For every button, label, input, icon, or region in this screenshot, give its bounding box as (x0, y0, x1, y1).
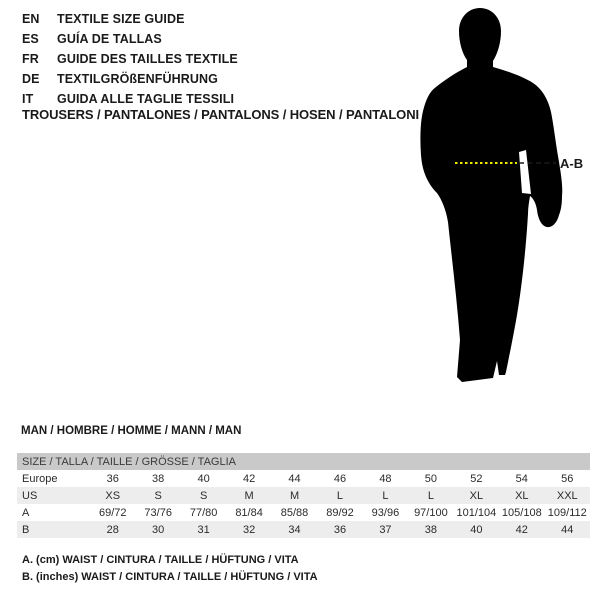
row-label: US (22, 489, 38, 502)
lang-label: GUIDE DES TAILLES TEXTILE (57, 52, 238, 66)
table-cell: 97/100 (414, 506, 448, 519)
table-cell: 40 (470, 523, 483, 536)
lang-code: ES (22, 32, 39, 46)
table-cell: XL (515, 489, 529, 502)
table-cell: L (382, 489, 389, 502)
table-cell: 56 (561, 472, 574, 485)
table-cell: 101/104 (456, 506, 497, 519)
row-label: B (22, 523, 30, 536)
note-b-inches: B. (inches) WAIST / CINTURA / TAILLE / HÜFTUNG / VITA (22, 570, 318, 583)
table-cell: 69/72 (98, 506, 127, 519)
category-title: TROUSERS / PANTALONES / PANTALONS / HOSEN / PANTALONI (22, 107, 419, 122)
table-cell: 34 (288, 523, 301, 536)
table-cell: 42 (242, 472, 256, 485)
table-cell: 44 (288, 472, 301, 485)
table-row-europe (17, 470, 590, 487)
lang-code: IT (22, 92, 34, 106)
table-cell: 32 (242, 523, 256, 536)
table-cell: 109/112 (547, 506, 587, 519)
table-cell: 81/84 (235, 506, 263, 519)
table-cell: S (154, 489, 162, 502)
lang-code: DE (22, 72, 40, 86)
table-cell: 36 (106, 472, 119, 485)
table-cell: 42 (515, 523, 528, 536)
lang-row-es (22, 29, 238, 49)
table-cell: 54 (515, 472, 528, 485)
table-cell: 89/92 (326, 506, 354, 519)
table-cell: XXL (556, 489, 578, 502)
size-table-header: SIZE / TALLA / TAILLE / GRÖSSE / TAGLIA (17, 453, 590, 470)
table-row-b-inches (17, 521, 590, 538)
table-cell: 38 (424, 523, 438, 536)
table-cell: M (244, 489, 254, 502)
table-cell: 31 (197, 523, 210, 536)
size-table (17, 453, 590, 538)
lang-label: GUIDA ALLE TAGLIE TESSILI (57, 92, 235, 106)
table-cell: M (289, 489, 300, 502)
table-cell: 38 (152, 472, 165, 485)
lang-row-it (22, 89, 238, 109)
lang-label: GUÍA DE TALLAS (57, 32, 162, 46)
table-cell: 30 (152, 523, 165, 536)
table-cell: 48 (379, 472, 392, 485)
table-cell: 50 (424, 472, 438, 485)
table-cell: 85/88 (280, 506, 309, 519)
note-a-cm: A. (cm) WAIST / CINTURA / TAILLE / HÜFTUNG / VITA (22, 554, 299, 566)
lang-row-en (22, 9, 238, 29)
table-cell: 36 (333, 523, 347, 536)
table-cell: L (427, 489, 434, 502)
table-cell: 28 (106, 523, 119, 536)
measurement-notes (22, 552, 318, 585)
row-label: Europe (22, 472, 58, 485)
lang-row-fr (22, 49, 238, 69)
table-cell: XS (105, 489, 121, 502)
table-cell: 37 (379, 523, 392, 536)
table-row-us (17, 487, 590, 504)
table-row-a-cm (17, 504, 590, 521)
lang-label: TEXTILGRÖßENFÜHRUNG (57, 72, 218, 86)
gender-line: MAN / HOMBRE / HOMME / MANN / MAN (21, 425, 242, 437)
table-cell: 52 (470, 472, 483, 485)
table-cell: S (199, 489, 208, 502)
lang-code: FR (22, 52, 39, 66)
language-list (22, 9, 238, 109)
table-cell: 46 (333, 472, 347, 485)
table-cell: 44 (561, 523, 574, 536)
table-cell: L (336, 489, 344, 502)
table-cell: 93/96 (371, 506, 400, 519)
lang-label: TEXTILE SIZE GUIDE (57, 12, 185, 26)
table-cell: 73/76 (144, 506, 172, 519)
table-cell: 40 (197, 472, 210, 485)
man-silhouette-shape (420, 8, 562, 382)
table-cell: XL (469, 489, 484, 502)
lang-row-de (22, 69, 238, 89)
man-silhouette-figure (410, 0, 600, 400)
waist-marker-label: A-B (560, 156, 584, 171)
table-cell: 105/108 (501, 506, 542, 519)
lang-code: EN (22, 12, 40, 26)
table-cell: 77/80 (189, 506, 218, 519)
row-label: A (22, 506, 30, 519)
